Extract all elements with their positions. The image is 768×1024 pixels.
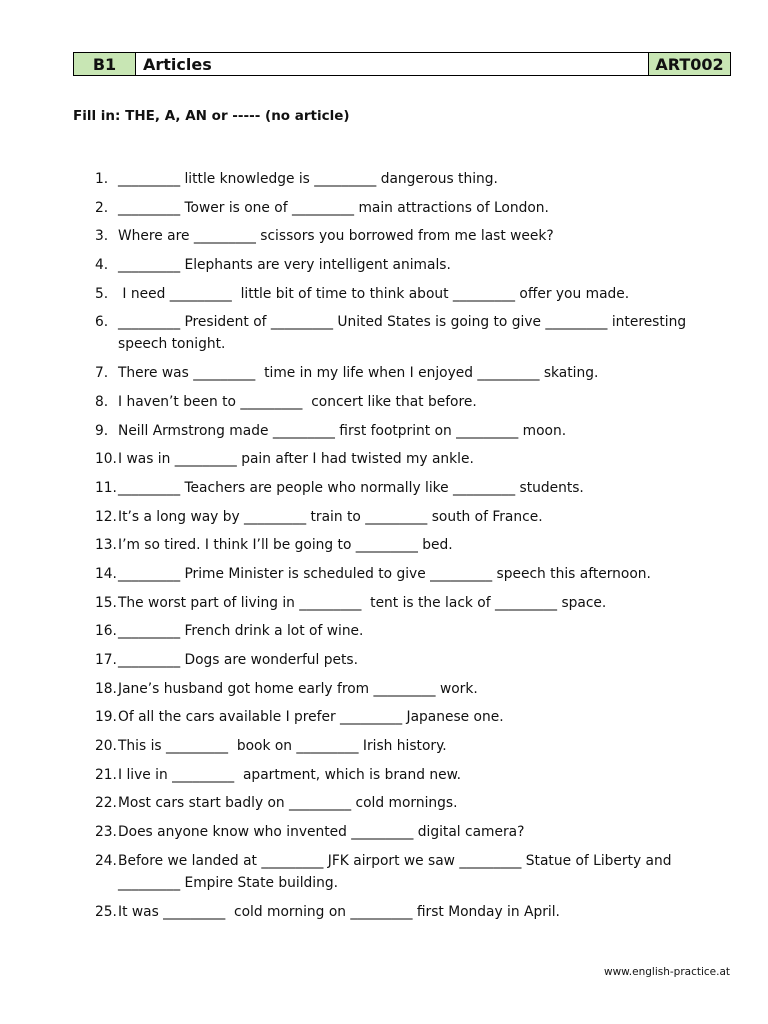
exercise-text: _________ Tower is one of _________ main attractions of London. bbox=[118, 199, 549, 216]
exercise-text: It’s a long way by _________ train to _________ south of France. bbox=[118, 508, 543, 525]
exercise-item bbox=[95, 764, 715, 786]
exercise-item bbox=[95, 420, 715, 442]
exercise-number: 9. bbox=[95, 422, 109, 439]
exercise-item bbox=[95, 792, 715, 814]
exercise-item bbox=[95, 850, 715, 894]
exercise-item bbox=[95, 225, 715, 247]
exercise-item bbox=[95, 678, 715, 700]
exercise-item bbox=[95, 534, 715, 556]
exercise-number: 12. bbox=[95, 508, 117, 525]
exercise-item bbox=[95, 901, 715, 923]
exercise-text: I live in _________ apartment, which is brand new. bbox=[118, 766, 461, 783]
exercise-item bbox=[95, 706, 715, 728]
exercise-text: It was _________ cold morning on _________ first Monday in April. bbox=[118, 903, 560, 920]
exercise-item bbox=[95, 448, 715, 470]
exercise-text: Most cars start badly on _________ cold mornings. bbox=[118, 795, 458, 812]
exercise-item bbox=[95, 506, 715, 528]
exercise-number: 7. bbox=[95, 365, 109, 382]
exercise-number: 8. bbox=[95, 393, 109, 410]
exercise-text: Does anyone know who invented _________ digital camera? bbox=[118, 824, 525, 841]
level-label: B1 bbox=[74, 53, 136, 75]
exercise-number: 6. bbox=[95, 314, 109, 331]
exercise-number: 3. bbox=[95, 228, 109, 245]
exercise-item bbox=[95, 362, 715, 384]
exercise-number: 22. bbox=[95, 795, 117, 812]
exercise-number: 17. bbox=[95, 652, 117, 668]
exercise-number: 5. bbox=[95, 285, 109, 302]
exercise-number: 23. bbox=[95, 824, 117, 841]
exercise-number: 2. bbox=[95, 199, 109, 216]
exercise-number: 21. bbox=[95, 766, 117, 783]
exercise-item bbox=[95, 168, 715, 190]
exercise-text: _________ little knowledge is _________ dangerous thing. bbox=[118, 171, 498, 187]
exercise-item bbox=[95, 649, 715, 671]
footer-url: www.english-practice.at bbox=[603, 966, 730, 978]
exercise-text: I haven’t been to _________ concert like that before. bbox=[118, 393, 477, 410]
exercise-number: 15. bbox=[95, 594, 117, 611]
exercise-text: I’m so tired. I think I’ll be going to _________ bed. bbox=[118, 537, 453, 554]
exercise-number: 4. bbox=[95, 257, 109, 274]
exercise-item bbox=[95, 620, 715, 642]
exercise-item bbox=[95, 735, 715, 757]
worksheet-title: Articles bbox=[136, 53, 649, 75]
exercise-text: The worst part of living in _________ tent is the lack of _________ space. bbox=[118, 594, 607, 611]
exercise-text: Neill Armstrong made _________ first footprint on _________ moon. bbox=[118, 422, 567, 439]
exercise-number: 10. bbox=[95, 451, 117, 468]
exercise-text: _________ French drink a lot of wine. bbox=[118, 623, 364, 640]
exercise-number: 25. bbox=[95, 903, 117, 920]
exercise-number: 19. bbox=[95, 709, 117, 726]
instruction: Fill in: THE, A, AN or ----- (no article) bbox=[73, 108, 350, 124]
exercise-text: There was _________ time in my life when I enjoyed _________ skating. bbox=[118, 365, 599, 382]
exercise-text: This is _________ book on _________ Irish history. bbox=[118, 738, 447, 755]
exercise-text: _________ President of _________ United States is going to give _________ interesting speech tonight. bbox=[118, 314, 691, 353]
header-table bbox=[73, 52, 731, 76]
exercise-text: I was in _________ pain after I had twisted my ankle. bbox=[118, 451, 474, 468]
exercise-number: 13. bbox=[95, 537, 117, 554]
exercise-item bbox=[95, 197, 715, 219]
exercise-text: Jane’s husband got home early from _________ work. bbox=[118, 680, 478, 697]
worksheet-code: ART002 bbox=[649, 53, 730, 75]
exercise-text: Of all the cars available I prefer _________ Japanese one. bbox=[118, 709, 504, 726]
exercise-item bbox=[95, 283, 715, 305]
exercise-item bbox=[95, 563, 715, 585]
exercise-text: _________ Prime Minister is scheduled to give _________ speech this afternoon. bbox=[118, 565, 651, 582]
exercise-number: 20. bbox=[95, 738, 117, 755]
exercise-number: 16. bbox=[95, 623, 117, 640]
exercise-item bbox=[95, 254, 715, 276]
exercise-text: _________ Elephants are very intelligent animals. bbox=[118, 257, 451, 274]
exercise-text: _________ Teachers are people who normally like _________ students. bbox=[118, 479, 584, 496]
exercise-text: _________ Dogs are wonderful pets. bbox=[118, 652, 359, 668]
exercise-list bbox=[95, 168, 715, 929]
exercise-item bbox=[95, 477, 715, 499]
exercise-number: 24. bbox=[95, 852, 117, 869]
exercise-number: 18. bbox=[95, 680, 117, 697]
exercise-text: I need _________ little bit of time to think about _________ offer you made. bbox=[118, 285, 630, 302]
exercise-number: 11. bbox=[95, 479, 117, 496]
exercise-item bbox=[95, 311, 715, 355]
exercise-text: Before we landed at _________ JFK airport we saw _________ Statue of Liberty and _________ Empire State building. bbox=[118, 852, 676, 891]
exercise-text: Where are _________ scissors you borrowed from me last week? bbox=[118, 228, 554, 245]
exercise-item bbox=[95, 391, 715, 413]
exercise-item bbox=[95, 821, 715, 843]
exercise-number: 1. bbox=[95, 171, 109, 187]
exercise-item bbox=[95, 592, 715, 614]
exercise-number: 14. bbox=[95, 565, 117, 582]
